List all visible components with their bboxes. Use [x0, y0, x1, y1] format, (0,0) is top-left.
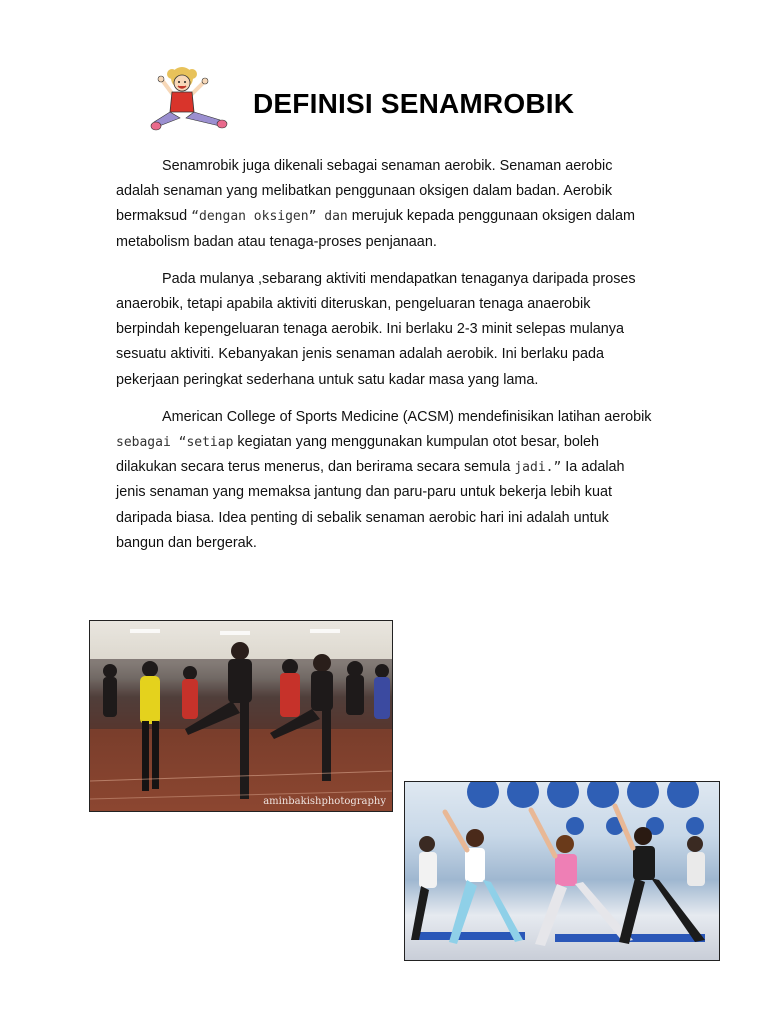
- paragraph-3-part-c: Ia adalah jenis senaman yang memaksa jantung dan paru-paru untuk bekerja lebih kuat daripada biasa. Idea penting di sebalik senaman aerobic hari ini adalah untuk bangun dan bergerak.: [116, 459, 625, 551]
- paragraph-3-part-a: American College of Sports Medicine (ACSM) mendefinisikan latihan aerobik: [162, 408, 652, 425]
- body-text: [116, 154, 656, 568]
- paragraph-3-quote-1: sebagai “setiap: [116, 435, 234, 451]
- paragraph-2: Pada mulanya ,sebarang aktiviti mendapatkan tenaganya daripada proses anaerobik, tetapi apabila aktiviti diteruskan, pengeluaran tenaga anaerobik berpindah kepengeluaran tenaga aerobik. Ini berlaku 2-3 minit selepas mulanya sesuatu aktiviti. Kebanyakan jenis senaman adalah aerobik. Ini berlaku pada pekerjaan peringkat sederhana untuk satu kadar masa yang lama.: [116, 270, 636, 388]
- paragraph-1-part-a: Senamrobik juga dikenali sebagai senaman aerobik. Senaman aerobic adalah senaman yang melibatkan penggunaan oksigen dalam badan. Aerobik bermaksud: [116, 158, 613, 225]
- cartoon-girl-clipart: [150, 66, 230, 134]
- paragraph-3-part-b: kegiatan yang menggunakan kumpulan otot besar, boleh dilakukan secara terus menerus, dan berirama secara semula: [116, 434, 600, 476]
- page-title: DEFINISI SENAMROBIK: [253, 88, 575, 119]
- paragraph-3: [116, 405, 656, 556]
- paragraph-3-quote-2: jadi.”: [514, 460, 562, 476]
- paragraph-1: [116, 154, 656, 255]
- paragraph-1-quote: “dengan oksigen” dan: [191, 209, 348, 225]
- gym-aerobics-class-photo: [404, 781, 720, 961]
- photo-watermark: aminbakishphotography: [263, 796, 386, 807]
- aerobics-group-photo: [89, 620, 393, 812]
- paragraph-1-part-b: merujuk kepada penggunaan oksigen dalam metabolism badan atau tenaga-proses penjanaan.: [116, 208, 635, 250]
